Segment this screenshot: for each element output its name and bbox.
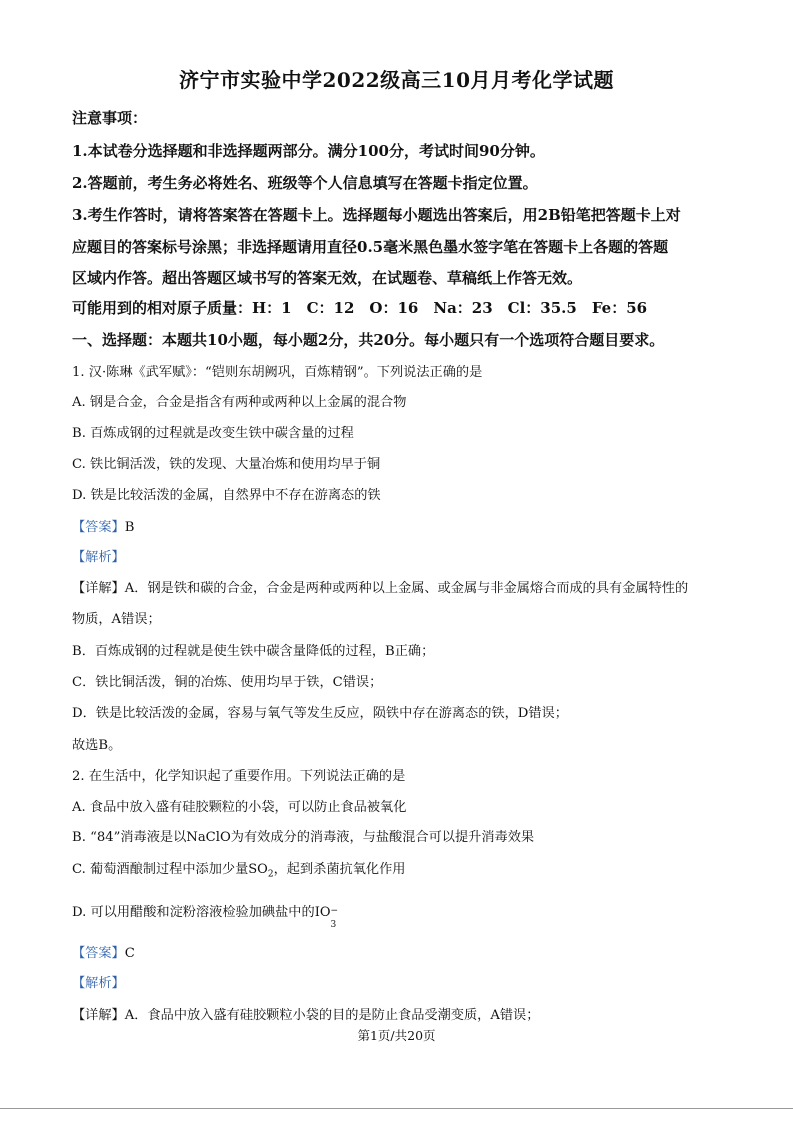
answer-value: B — [124, 520, 135, 535]
q2-option-c: C. 葡萄酒酿制过程中添加少量$SO_2$，起到杀菌抗氧化作用 — [72, 862, 406, 880]
notice-item-3: 3.考生作答时，请将答案答在答题卡上。选择题每小题选出答案后，用2B铅笔把答题卡上对 — [72, 206, 681, 224]
answer-value: C — [124, 946, 135, 961]
atomic-mass-line: 可能用到的相对原子质量：H：1 C：12 O：16 Na：23 Cl：35.5 Fe：56 — [72, 299, 648, 317]
bottom-divider — [0, 1108, 793, 1109]
q2-answer — [72, 942, 135, 961]
q1-option-d: D. 铁是比较活泼的金属，自然界中不存在游离态的铁 — [72, 488, 381, 503]
detail-tag: 【详解】 — [72, 1008, 125, 1023]
q1-option-a: A. 钢是合金，合金是指含有两种或两种以上金属的混合物 — [72, 395, 407, 410]
section-heading: 一、选择题：本题共10小题，每小题2分，共20分。每小题只有一个选项符合题目要求。 — [72, 331, 665, 349]
q1-conclusion: 故选B。 — [72, 738, 122, 753]
q1-answer — [72, 516, 134, 535]
detail-tag: 【详解】 — [72, 581, 125, 596]
q1-detail-1: 【详解】A．钢是铁和碳的合金，合金是两种或两种以上金属、或金属与非金属熔合而成的具有金属特性的 — [72, 581, 689, 596]
q2-option-a: A. 食品中放入盛有硅胶颗粒的小袋，可以防止食品被氧化 — [72, 800, 407, 815]
q2-stem: 2. 在生活中，化学知识起了重要作用。下列说法正确的是 — [72, 769, 406, 784]
q1-option-c: C. 铁比铜活泼，铁的发现、大量冶炼和使用均早于铜 — [72, 457, 381, 472]
answer-tag: 【答案】 — [72, 946, 125, 961]
notice-heading: 注意事项： — [72, 109, 148, 127]
answer-tag: 【答案】 — [72, 520, 125, 535]
q1-detail-5: D．铁是比较活泼的金属，容易与氧气等发生反应，陨铁中存在游离态的铁，D错误； — [72, 706, 568, 721]
q1-stem: 1. 汉·陈琳《武军赋》：“铠则东胡阙巩，百炼精钢”。下列说法正确的是 — [72, 365, 483, 380]
q1-analysis-tag: 【解析】 — [72, 550, 125, 565]
notice-item-3-cont2: 区域内作答。超出答题区域书写的答案无效，在试题卷、草稿纸上作答无效。 — [72, 269, 583, 287]
q1-detail-4: C．铁比铜活泼，铜的冶炼、使用均早于铁，C错误； — [72, 675, 383, 690]
q2-option-d: D. 可以用醋酸和淀粉溶液检验加碘盐中的IO − 3 — [72, 905, 339, 930]
q1-option-b: B. 百炼成钢的过程就是改变生铁中碳含量的过程 — [72, 426, 354, 441]
notice-item-2: 2.答题前，考生务必将姓名、班级等个人信息填写在答题卡指定位置。 — [72, 174, 538, 192]
so2-formula: $SO_2$ — [248, 862, 274, 880]
q2-option-b: B. “84”消毒液是以NaClO为有效成分的消毒液，与盐酸混合可以提升消毒效果 — [72, 830, 535, 845]
q1-detail-2: 物质，A错误； — [72, 612, 161, 627]
notice-item-1: 1.本试卷分选择题和非选择题两部分。满分100分，考试时间90分钟。 — [72, 142, 545, 160]
page-footer: 第1页/共20页 — [357, 1028, 436, 1043]
q2-analysis-tag: 【解析】 — [72, 976, 125, 991]
notice-item-3-cont: 应题目的答案标号涂黑；非选择题请用直径0.5毫米黑色墨水签字笔在答题卡上各题的答题 — [72, 238, 669, 256]
q1-detail-3: B．百炼成钢的过程就是使生铁中碳含量降低的过程，B正确； — [72, 644, 435, 659]
io3-formula: IO − 3 — [314, 905, 339, 930]
q2-detail-1: 【详解】A．食品中放入盛有硅胶颗粒小袋的目的是防止食品受潮变质，A错误； — [72, 1008, 540, 1023]
exam-title: 济宁市实验中学2022级高三10月月考化学试题 — [179, 68, 614, 92]
